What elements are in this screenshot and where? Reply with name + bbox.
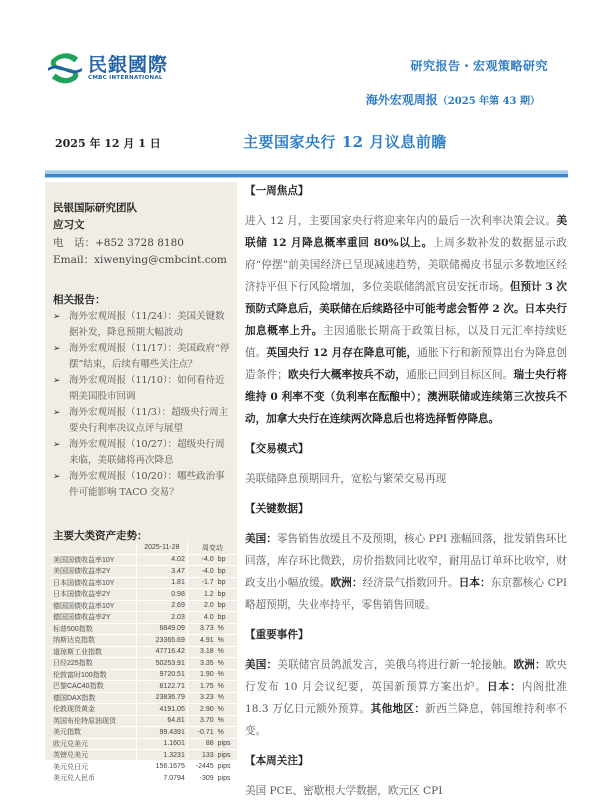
region-label: 日本： [458, 577, 491, 589]
text: 欧央行发布 10 月会议纪要，英国新预算方案出炉。 [245, 659, 568, 693]
change-unit: bp [216, 612, 237, 624]
change-unit: bp [216, 589, 237, 601]
focus-paragraph [245, 210, 567, 430]
weekly-change: 2.0 [187, 600, 215, 612]
table-row [51, 704, 237, 716]
trade-paragraph: 美联储降息预期回升，宽松与繁荣交易再现 [245, 473, 447, 485]
weekly-change: -309 [187, 773, 215, 785]
report-category: 研究报告・宏观策略研究 [410, 59, 548, 73]
asset-name: 道琼斯工业指数 [51, 646, 136, 658]
team-name: 民银国际研究团队 [53, 202, 137, 214]
weekly-change: 3.73 [187, 623, 215, 635]
asset-name: 德国国债收益率10Y [51, 600, 136, 612]
asset-value: 3.47 [136, 566, 187, 578]
asset-value: 1.81 [136, 577, 187, 589]
table-row [51, 750, 237, 762]
email[interactable]: Email：xiwenying@cmbcint.com [53, 254, 227, 266]
table-row [51, 761, 237, 773]
asset-name: 美元兑人民币 [51, 773, 136, 785]
related-report[interactable]: ➢ 海外宏观周报（11/3）：超级央行周主要央行利率决议点评与展望 [53, 405, 233, 437]
region-label: 日本： [486, 681, 522, 693]
weekly-change: 4.91 [187, 635, 215, 647]
report-series [366, 91, 540, 108]
data-paragraph [245, 528, 567, 616]
text: 经济景气指数回升。 [362, 577, 459, 589]
table-row [51, 566, 237, 578]
asset-value: 9720.51 [136, 669, 187, 681]
region-label: 美国： [245, 533, 277, 545]
header-cell: 周变动 [187, 542, 237, 554]
analyst-name: 应习文 [53, 219, 85, 231]
text: 新西兰降息，韩国维持利率不变。 [245, 703, 567, 737]
table-row [51, 589, 237, 601]
trade-heading: 【交易模式】 [245, 443, 309, 455]
bold-text: 英国央行 12 月存在降息可能， [266, 347, 418, 359]
related-report[interactable]: ➢ 海外宏观周报（11/17）：美国政府“停摆”结束，后续有哪些关注点？ [53, 341, 233, 373]
weekly-change: 133 [187, 750, 215, 762]
table-row [51, 623, 237, 635]
asset-value: 0.98 [136, 589, 187, 601]
change-unit: bp [216, 566, 237, 578]
change-unit: bp [216, 600, 237, 612]
logo-subtext: CMBC INTERNATIONAL [88, 75, 163, 81]
header-cell: 2025-11-28 [136, 542, 187, 554]
weekly-change: 3.70 [187, 715, 215, 727]
asset-name: 美元指数 [51, 727, 136, 739]
weekly-change: 88 [187, 738, 215, 750]
weekly-change: 1.2 [187, 589, 215, 601]
table-row [51, 600, 237, 612]
logo-text: 民銀國際 [88, 54, 169, 76]
header-divider [45, 170, 568, 178]
table-row [51, 669, 237, 681]
change-unit: % [216, 635, 237, 647]
bold-text: 瑞士央行将维持 0 利率不变（负利率在酝酿中）；澳洲联储或连续第三次按兵不动，加拿大央行在连续两次降息后也将选择暂停降息。 [245, 369, 568, 425]
bold-text: 美联储 12 月降息概率重回 80%以上。 [245, 215, 567, 249]
cmbc-logo-icon [46, 50, 84, 86]
asset-value: 1.3231 [136, 750, 187, 762]
related-report[interactable]: ➢ 海外宏观周报（11/10）：如何看待近期美国股市回调 [53, 373, 233, 405]
related-reports-list [53, 309, 233, 501]
header-cell [51, 542, 136, 554]
table-row [51, 646, 237, 658]
asset-value: 23365.69 [136, 635, 187, 647]
related-reports-heading: 相关报告： [53, 294, 106, 306]
asset-name: 日本国债收益率2Y [51, 589, 136, 601]
table-row [51, 715, 237, 727]
weekly-change: 3.35 [187, 658, 215, 670]
text: 美联储官员鸽派发言，美俄乌将进行新一轮接触。 [277, 659, 514, 671]
events-paragraph [245, 654, 567, 742]
asset-value: 7.0794 [136, 773, 187, 785]
asset-value: 4191.05 [136, 704, 187, 716]
asset-name: 美国国债收益率2Y [51, 566, 136, 578]
events-heading: 【重要事件】 [245, 629, 309, 641]
change-unit: % [216, 669, 237, 681]
weekly-change: -0.71 [187, 727, 215, 739]
bold-text: 欧央行大概率按兵不动， [287, 369, 407, 381]
assets-heading: 主要大类资产走势： [53, 530, 148, 542]
asset-value: 6849.09 [136, 623, 187, 635]
asset-value: 156.1675 [136, 761, 187, 773]
table-row [51, 738, 237, 750]
asset-value: 50253.91 [136, 658, 187, 670]
change-unit: pips [216, 773, 237, 785]
change-unit: pips [216, 738, 237, 750]
region-label: 欧洲： [513, 659, 546, 671]
table-row [51, 554, 237, 566]
asset-value: 99.4391 [136, 727, 187, 739]
related-report[interactable]: ➢ 海外宏观周报（10/20）：哪些政治事件可能影响 TACO 交易？ [53, 469, 233, 501]
contact-block [53, 235, 227, 269]
report-date: 2025 年 12 月 1 日 [55, 137, 161, 150]
logo [46, 50, 168, 86]
asset-name: 美国国债收益率10Y [51, 554, 136, 566]
asset-value: 1.1601 [136, 738, 187, 750]
weekly-change: 3.23 [187, 692, 215, 704]
text: 通胀已回到目标区间。 [406, 369, 514, 381]
watch-paragraph: 美国 PCE、密歇根大学数据，欧元区 CPI [245, 785, 443, 797]
table-row [51, 692, 237, 704]
change-unit: % [216, 692, 237, 704]
table-row [51, 773, 237, 785]
table-row [51, 612, 237, 624]
weekly-change: 4.0 [187, 612, 215, 624]
phone: 电 话：+852 3728 8180 [53, 237, 184, 249]
weekly-change: 1.90 [187, 669, 215, 681]
asset-name: 伦敦富时100指数 [51, 669, 136, 681]
asset-value: 4.02 [136, 554, 187, 566]
report-title: 主要国家央行 12 月议息前瞻 [243, 133, 447, 151]
data-heading: 【关键数据】 [245, 503, 309, 515]
table-row [51, 577, 237, 589]
weekly-change: 1.75 [187, 681, 215, 693]
text: 内阁批准 18.3 万亿日元额外预算。 [245, 681, 568, 715]
asset-name: 德国DAX指数 [51, 692, 136, 704]
weekly-change: 3.18 [187, 646, 215, 658]
text: 主因通胀长期高于政策目标，以及日元汇率持续贬值。 [245, 325, 568, 359]
bold-text: 但预计 3 次预防式降息后，美联储在后续路径中可能考虑会暂停 2 次。日本央行加息概率上升。 [245, 281, 568, 337]
weekly-change: -4.0 [187, 554, 215, 566]
change-unit: % [216, 681, 237, 693]
assets-table [51, 542, 237, 785]
change-unit: pips [216, 761, 237, 773]
asset-value: 47716.42 [136, 646, 187, 658]
asset-name: 美元兑日元 [51, 761, 136, 773]
watch-heading: 【本周关注】 [245, 755, 309, 767]
change-unit: % [216, 658, 237, 670]
asset-name: 英镑兑美元 [51, 750, 136, 762]
asset-name: 欧元兑美元 [51, 738, 136, 750]
series-name: 海外宏观周报 [365, 93, 438, 107]
asset-name: 标普500指数 [51, 623, 136, 635]
change-unit: % [216, 623, 237, 635]
region-label: 其他地区： [370, 703, 426, 715]
change-unit: % [216, 727, 237, 739]
asset-value: 64.81 [136, 715, 187, 727]
weekly-change: -1.7 [187, 577, 215, 589]
main-content [245, 180, 567, 810]
weekly-change: 2.90 [187, 704, 215, 716]
asset-name: 日本国债收益率10Y [51, 577, 136, 589]
asset-value: 2.03 [136, 612, 187, 624]
asset-name: 日经225指数 [51, 658, 136, 670]
table-row [51, 727, 237, 739]
asset-value: 8122.71 [136, 681, 187, 693]
asset-value: 23836.79 [136, 692, 187, 704]
table-row [51, 635, 237, 647]
change-unit: % [216, 646, 237, 658]
asset-name: 纳斯达克指数 [51, 635, 136, 647]
asset-name: 伦敦现货黄金 [51, 704, 136, 716]
change-unit: bp [216, 577, 237, 589]
change-unit: % [216, 704, 237, 716]
weekly-change: -2445 [187, 761, 215, 773]
table-row [51, 681, 237, 693]
related-report[interactable]: ➢ 海外宏观周报（10/27）：超级央行周来临，美联储将再次降息 [53, 437, 233, 469]
table-header-row [51, 542, 237, 554]
asset-value: 2.69 [136, 600, 187, 612]
weekly-change: -4.0 [187, 566, 215, 578]
change-unit: pips [216, 750, 237, 762]
text: 进入 12 月，主要国家央行将迎来年内的最后一次利率决策会议。 [245, 215, 557, 227]
issue-number: （2025 年第 43 期） [437, 96, 540, 107]
region-label: 欧洲： [330, 577, 363, 589]
region-label: 美国： [245, 659, 278, 671]
change-unit: bp [216, 554, 237, 566]
asset-name: 巴黎CAC40指数 [51, 681, 136, 693]
asset-name: 英国布伦特原油现货 [51, 715, 136, 727]
sidebar [45, 182, 237, 783]
change-unit: % [216, 715, 237, 727]
author-block [53, 200, 137, 234]
text: 通胀下行和新预算出台为降息创造条件； [245, 347, 568, 381]
focus-heading: 【一周焦点】 [245, 185, 309, 197]
table-row [51, 658, 237, 670]
related-report[interactable]: ➢ 海外宏观周报（11/24）：美国关键数据补发，降息预期大幅波动 [53, 309, 233, 341]
text: 东京都核心 CPI 略超预期，失业率持平，零售销售回暖。 [245, 577, 568, 611]
asset-name: 德国国债收益率2Y [51, 612, 136, 624]
text: 上周多数补发的数据显示政府“停摆”前美国经济已呈现减速趋势，美联储褐皮书显示多数地区经济持平但下行风险增加，多位美联储鸽派官员安抚市场。 [245, 237, 567, 293]
text: 零售销售放缓且不及预期，核心 PPI 涨幅回落，批发销售环比回落，库存环比微跌，房价指数同比收窄，耐用品订单环比收窄，财政支出小幅放缓。 [245, 533, 567, 589]
